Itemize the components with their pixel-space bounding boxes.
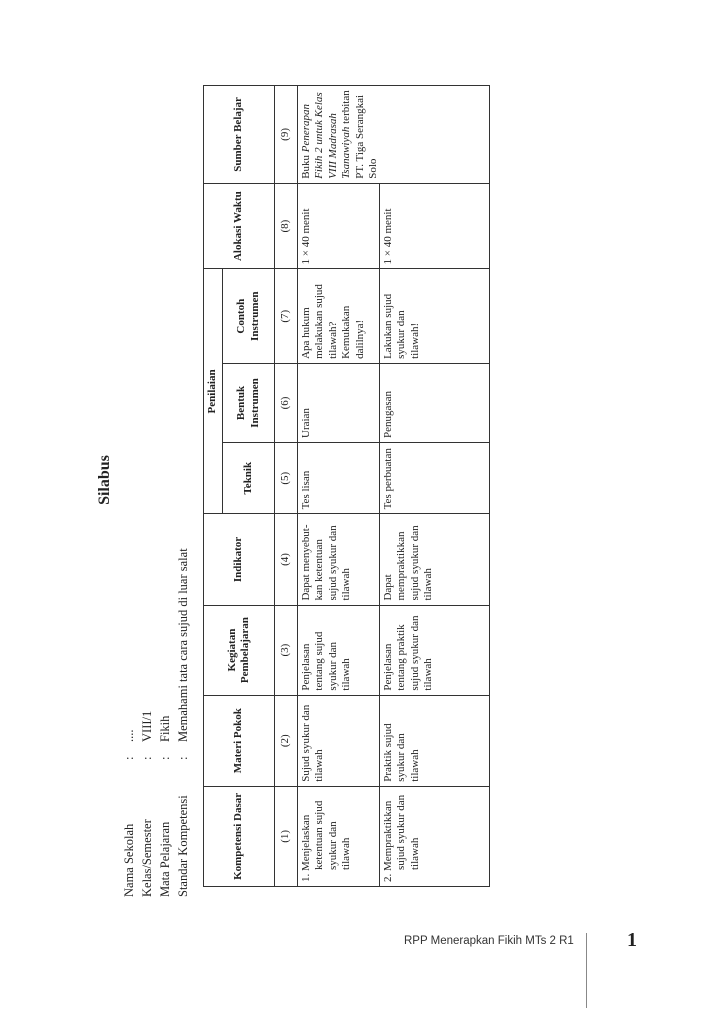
header-alokasi-waktu: Alokasi Waktu <box>204 183 275 269</box>
sumber-book-title: Penerapan Fikih 2 untuk Kelas VIII Madrasah Tsanawiyah <box>299 92 352 179</box>
cell-kompetensi-dasar: 2. Mempraktikkan sujud syukur dan tilawah <box>379 786 489 886</box>
meta-value: Fikih <box>158 715 172 742</box>
header-indikator: Indikator <box>204 514 275 605</box>
meta-colon: : <box>158 756 172 760</box>
meta-nama-sekolah <box>120 730 138 898</box>
table-row <box>379 86 489 887</box>
cell-kegiatan: Penjelasan tentang praktik sujud syukur dan tilawah <box>379 605 489 695</box>
column-number: (3) <box>275 605 298 695</box>
column-number: (9) <box>275 86 298 184</box>
sumber-suffix: terbitan PT. Tiga Serangkai Solo <box>340 90 379 179</box>
footer-title: RPP Menerapkan Fikih MTs 2 R1 <box>404 935 574 947</box>
column-number-row <box>275 86 298 887</box>
meta-colon: : <box>140 756 154 760</box>
cell-materi-pokok: Praktik sujud syukur dan tilawah <box>379 695 489 786</box>
meta-key: Nama Sekolah <box>122 823 136 897</box>
cell-materi-pokok: Sujud syukur dan tilawah <box>297 695 379 786</box>
cell-kegiatan: Penjelasan tentang sujud syukur dan tilawah <box>297 605 379 695</box>
cell-kompetensi-dasar: 1. Menjelaskan ketentuan sujud syukur dan tilawah <box>297 786 379 886</box>
cell-indikator: Dapat menyebut-kan ketentuan sujud syukur dan tilawah <box>297 514 379 605</box>
cell-teknik: Tes lisan <box>297 443 379 514</box>
meta-mata-pelajaran <box>156 716 174 897</box>
cell-bentuk-instrumen: Uraian <box>297 363 379 442</box>
meta-key: Standar Kompetensi <box>176 795 190 897</box>
sumber-prefix: Buku <box>299 152 312 179</box>
column-number: (8) <box>275 183 298 269</box>
meta-key: Mata Pelajaran <box>158 821 172 897</box>
meta-colon: : <box>122 756 136 760</box>
page-number: 1 <box>627 929 637 951</box>
meta-value: .... <box>122 729 136 742</box>
cell-contoh-instrumen: Lakukan sujud syukur dan tilawah! <box>379 269 489 363</box>
cell-contoh-instrumen: Apa hukum melakukan sujud tilawah? Kemukakan dalilnya! <box>297 269 379 363</box>
header-row-1 <box>204 86 223 887</box>
footer-divider <box>586 933 587 1008</box>
column-number: (5) <box>275 443 298 514</box>
header-sumber-belajar: Sumber Belajar <box>204 86 275 184</box>
cell-bentuk-instrumen: Penugasan <box>379 363 489 442</box>
header-bentuk-instrumen: Bentuk Instrumen <box>223 363 275 442</box>
header-contoh-instrumen: Contoh Instrumen <box>223 269 275 363</box>
column-number: (6) <box>275 363 298 442</box>
cell-teknik: Tes perbuatan <box>379 443 489 514</box>
cell-alokasi-waktu: 1 × 40 menit <box>379 183 489 269</box>
meta-value: Memahami tata cara sujud di luar salat <box>176 548 190 742</box>
column-number: (7) <box>275 269 298 363</box>
table-row <box>297 86 379 887</box>
rotated-page-content <box>98 87 446 897</box>
cell-sumber-belajar <box>297 86 489 184</box>
header-kompetensi-dasar: Kompetensi Dasar <box>204 786 275 886</box>
cell-alokasi-waktu: 1 × 40 menit <box>297 183 379 269</box>
column-number: (1) <box>275 786 298 886</box>
meta-value: VIII/1 <box>140 710 154 742</box>
cell-indikator: Dapat mempraktikkan sujud syukur dan tilawah <box>379 514 489 605</box>
meta-kelas-semester <box>138 711 156 897</box>
meta-colon: : <box>176 756 190 760</box>
meta-key: Kelas/Semester <box>140 819 154 897</box>
header-materi-pokok: Materi Pokok <box>204 695 275 786</box>
column-number: (2) <box>275 695 298 786</box>
column-number: (4) <box>275 514 298 605</box>
header-kegiatan-pembelajaran: Kegiatan Pembelajaran <box>204 605 275 695</box>
syllabus-table <box>203 85 490 887</box>
page-title: Silabus <box>96 455 113 505</box>
meta-standar-kompetensi <box>174 548 192 897</box>
header-penilaian: Penilaian <box>204 269 223 514</box>
header-teknik: Teknik <box>223 443 275 514</box>
